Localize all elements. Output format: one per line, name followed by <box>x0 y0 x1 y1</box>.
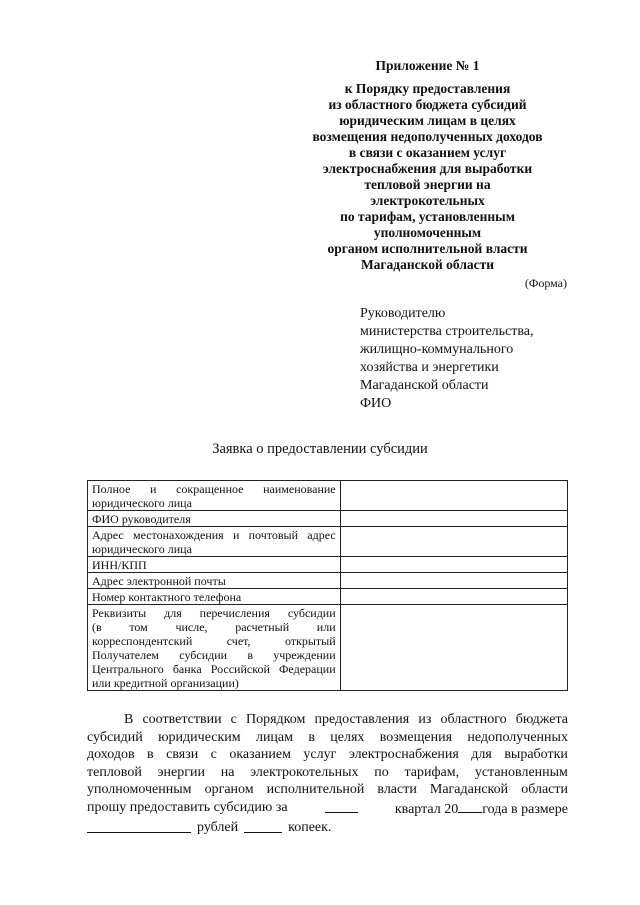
addressee-line: ФИО <box>360 396 392 411</box>
paragraph-line <box>87 746 568 764</box>
word: и <box>232 528 240 542</box>
word: Реквизиты <box>92 606 147 620</box>
word: соответствии <box>142 712 222 727</box>
word: учреждении <box>273 648 336 662</box>
paragraph-line <box>87 711 568 729</box>
annex-header <box>295 58 560 273</box>
row-value-field[interactable] <box>340 481 567 511</box>
quarter-blank[interactable] <box>325 799 358 813</box>
word: и <box>150 482 157 496</box>
row-label-line <box>92 528 336 542</box>
word: перечисления <box>199 606 270 620</box>
word: предоставления <box>314 712 410 727</box>
row-value-field[interactable] <box>340 605 567 691</box>
word: с <box>210 747 217 763</box>
word: В <box>124 712 134 727</box>
paragraph-line <box>87 729 568 747</box>
annex-line: органом исполнительной власти <box>327 241 528 256</box>
annex-line: Магаданской области <box>360 257 495 272</box>
word: оказанием <box>229 747 291 763</box>
word: Адрес <box>92 528 124 542</box>
rubles-label: рублей <box>197 819 239 835</box>
annex-line: уполномоченным <box>373 225 482 240</box>
word: (в <box>92 620 102 634</box>
annex-title: Приложение № 1 <box>375 58 480 73</box>
table-row <box>88 481 568 511</box>
word: из <box>418 712 432 727</box>
word: расчетный <box>235 620 290 634</box>
word: субсидий <box>87 729 143 745</box>
row-label-line: юридического лица <box>92 542 192 556</box>
word: установленным <box>474 764 568 780</box>
row-value-field[interactable] <box>340 511 567 527</box>
addressee-line: министерства строительства, <box>360 324 534 339</box>
row-label-line: или кредитной организации) <box>92 676 239 690</box>
word: Магаданской <box>429 782 509 798</box>
row-label-line <box>92 606 336 620</box>
row-value-field[interactable] <box>340 557 567 573</box>
word: на <box>220 764 235 780</box>
row-label-line <box>92 634 336 648</box>
paragraph-text <box>395 799 568 819</box>
year-suffix: года в размере <box>482 801 568 817</box>
row-value-field[interactable] <box>340 527 567 557</box>
word: счет, <box>226 634 251 648</box>
word: банка <box>172 662 202 676</box>
word: местонахождения <box>132 528 224 542</box>
table-row <box>88 557 568 573</box>
word: лицам <box>255 729 293 745</box>
row-label-line <box>92 662 336 676</box>
paragraph-line <box>87 764 568 782</box>
kopecks-blank[interactable] <box>244 819 282 833</box>
word: Федерации <box>278 662 336 676</box>
word: уполномоченным <box>87 782 192 798</box>
word: открытый <box>284 634 336 648</box>
word: в <box>308 729 315 745</box>
row-label-line: юридического лица <box>92 496 192 510</box>
word: области <box>521 782 568 798</box>
row-label-line <box>92 648 336 662</box>
annex-line: возмещения недополученных доходов <box>312 129 543 144</box>
table-row <box>88 589 568 605</box>
word: тарифам, <box>404 764 460 780</box>
row-label <box>88 605 341 691</box>
table-row <box>88 511 568 527</box>
annex-line: юридическим лицам в целях <box>339 113 516 128</box>
word: адрес <box>307 528 336 542</box>
annex-line: по тарифам, установленным <box>340 209 515 224</box>
application-heading: Заявка о предоставлении субсидии <box>212 441 428 457</box>
word: областного <box>440 712 507 727</box>
word: с <box>230 712 237 727</box>
annex-line: электроснабжения для выработки <box>322 161 533 176</box>
word: сокращенное <box>176 482 244 496</box>
word: по <box>374 764 389 780</box>
word: тепловой <box>87 764 142 780</box>
addressee-line: Магаданской области <box>360 378 489 393</box>
word: для <box>164 606 182 620</box>
table-row <box>88 605 568 691</box>
addressee-line: Руководителю <box>360 306 446 321</box>
table-row <box>88 527 568 557</box>
rubles-blank[interactable] <box>87 819 191 833</box>
word: в <box>147 747 154 763</box>
word: Порядком <box>246 712 306 727</box>
year-prefix: квартал 20 <box>394 801 459 817</box>
word: электрокотельных <box>250 764 359 780</box>
paragraph-line <box>87 781 568 799</box>
word: целях <box>330 729 365 745</box>
row-label: ИНН/КПП <box>88 557 341 573</box>
kopecks-label: копеек. <box>288 819 332 835</box>
word: том <box>129 620 148 634</box>
annex-line: электрокотельных <box>370 193 485 208</box>
paragraph-line <box>87 799 568 819</box>
word: Получателем <box>92 648 160 662</box>
row-label <box>88 527 341 557</box>
annex-line: к Порядку предоставления <box>344 81 511 96</box>
word: числе, <box>175 620 208 634</box>
application-table <box>87 480 568 691</box>
word: власти <box>377 782 417 798</box>
request-paragraph <box>87 711 568 836</box>
row-label: Номер контактного телефона <box>88 589 341 605</box>
row-label <box>88 481 341 511</box>
word: или <box>316 620 336 634</box>
word: Российской <box>210 662 270 676</box>
row-label-line <box>92 482 336 496</box>
word: субсидии <box>179 648 228 662</box>
paragraph-line <box>87 819 568 837</box>
word: для <box>471 747 492 763</box>
word: корреспондентский <box>92 634 193 648</box>
word: связи <box>166 747 199 763</box>
word: почтовый <box>248 528 299 542</box>
form-label: (Форма) <box>524 276 567 290</box>
row-label: Адрес электронной почты <box>88 573 341 589</box>
row-value-field[interactable] <box>340 573 567 589</box>
word: услуг <box>303 747 337 763</box>
addressee-line: жилищно-коммунального <box>360 342 514 357</box>
word: недополученных <box>467 729 568 745</box>
word: Центрального <box>92 662 164 676</box>
row-label: ФИО руководителя <box>88 511 341 527</box>
paragraph-text: прошу предоставить субсидию за <box>87 799 288 815</box>
word: субсидии <box>287 606 336 620</box>
annex-line: из областного бюджета субсидий <box>328 97 527 112</box>
table-row <box>88 573 568 589</box>
word: возмещения <box>379 729 453 745</box>
row-value-field[interactable] <box>340 589 567 605</box>
word: исполнительной <box>266 782 365 798</box>
row-label-line <box>92 620 336 634</box>
year-blank[interactable] <box>458 799 482 813</box>
word: выработки <box>504 747 568 763</box>
annex-line: тепловой энергии на <box>364 177 491 192</box>
word: электроснабжения <box>348 747 459 763</box>
addressee-block <box>360 305 600 413</box>
word: в <box>247 648 254 662</box>
word: Полное <box>92 482 131 496</box>
word: энергии <box>157 764 205 780</box>
word: органом <box>204 782 254 798</box>
word: юридическим <box>158 729 241 745</box>
word: наименование <box>263 482 336 496</box>
word: бюджета <box>515 712 568 727</box>
addressee-line: хозяйства и энергетики <box>360 360 499 375</box>
annex-line: в связи с оказанием услуг <box>348 145 507 160</box>
word: доходов <box>87 747 135 763</box>
